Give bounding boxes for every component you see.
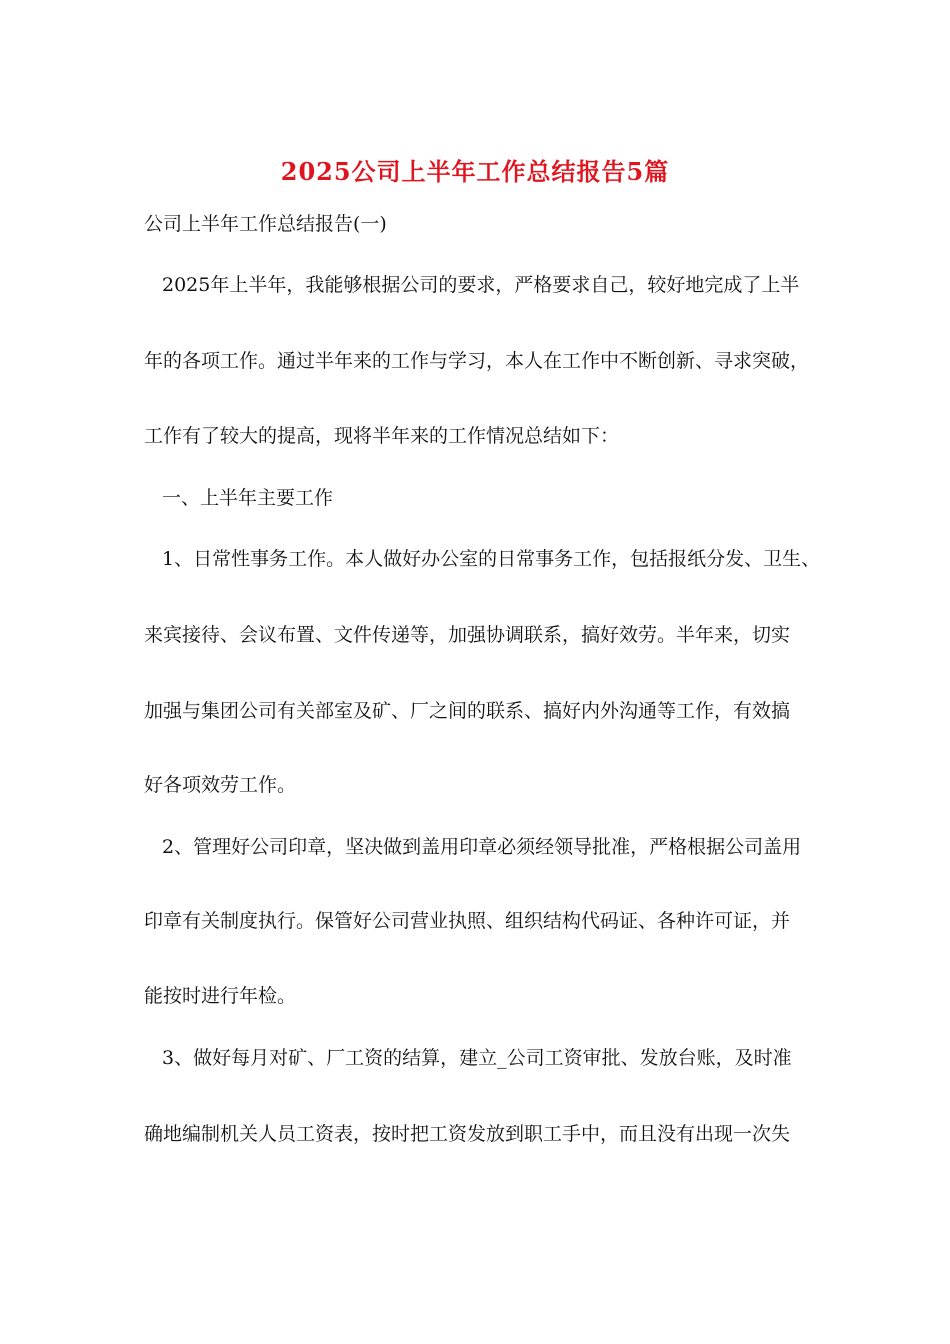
paragraph-line: 印章有关制度执行。保管好公司营业执照、组织结构代码证、各种许可证，并: [144, 910, 791, 932]
paragraph-line: 加强与集团公司有关部室及矿、厂之间的联系、搞好内外沟通等工作，有效搞: [144, 700, 791, 722]
paragraph-line: 年的各项工作。通过半年来的工作与学习，本人在工作中不断创新、寻求突破，: [144, 350, 810, 372]
paragraph-line: 确地编制机关人员工资表，按时把工资发放到职工手中，而且没有出现一次失: [144, 1123, 791, 1145]
subheading: 一、上半年主要工作: [162, 487, 334, 509]
document-title: 2025公司上半年工作总结报告5篇: [280, 157, 670, 186]
paragraph-line: 好各项效劳工作。: [144, 774, 297, 796]
paragraph-line: 工作有了较大的提高，现将半年来的工作情况总结如下：: [144, 425, 620, 447]
paragraph-line: 来宾接待、会议布置、文件传递等，加强协调联系，搞好效劳。半年来，切实: [144, 624, 791, 646]
paragraph-line: 2025年上半年，我能够根据公司的要求，严格要求自己，较好地完成了上半: [162, 274, 800, 296]
paragraph-line: 能按时进行年检。: [144, 985, 297, 1007]
paragraph-line: 1、日常性事务工作。本人做好办公室的日常事务工作，包括报纸分发、卫生、: [162, 548, 821, 570]
section-heading: 公司上半年工作总结报告(一): [144, 213, 387, 235]
paragraph-line: 3、做好每月对矿、厂工资的结算，建立_公司工资审批、发放台账，及时准: [162, 1047, 792, 1069]
paragraph-line: 2、管理好公司印章，坚决做到盖用印章必须经领导批准，严格根据公司盖用: [162, 836, 802, 858]
